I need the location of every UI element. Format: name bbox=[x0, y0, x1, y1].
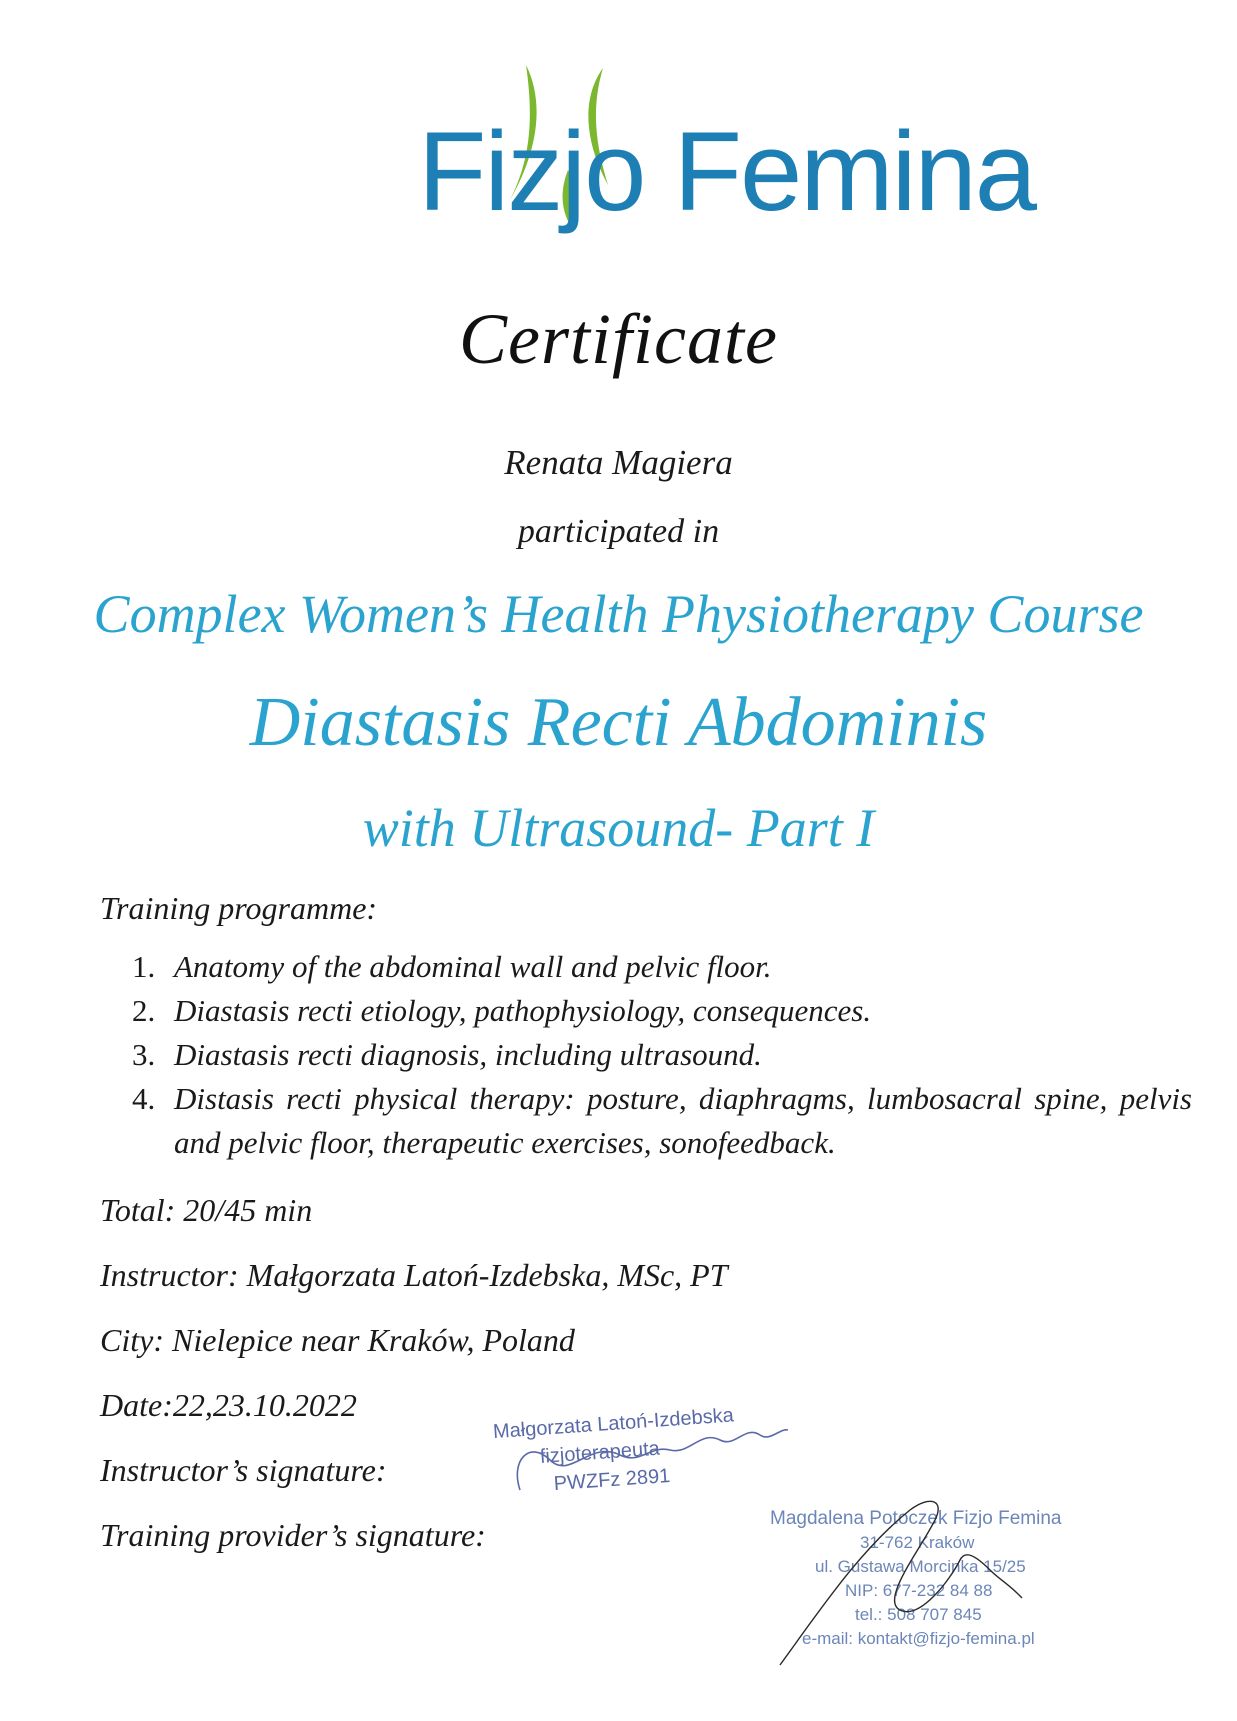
stamp-provider-phone: tel.: 508 707 845 bbox=[855, 1605, 982, 1624]
fizjo-femina-logo bbox=[418, 60, 1036, 260]
stamp-provider-street: ul. Gustawa Morcinka 15/25 bbox=[815, 1557, 1026, 1576]
programme-item-number: 2. bbox=[132, 993, 156, 1028]
participated-text: participated in bbox=[517, 513, 720, 550]
programme-item-text: Diastasis recti etiology, pathophysiology, consequences. bbox=[174, 993, 872, 1028]
logo-text: Fizjo Femina bbox=[418, 109, 1036, 234]
course-name: Complex Women’s Health Physiotherapy Course bbox=[93, 584, 1144, 644]
training-programme-list bbox=[132, 945, 1192, 1165]
programme-item-number: 4. bbox=[132, 1081, 156, 1116]
programme-item bbox=[132, 989, 1192, 1033]
stamp-provider-email: e-mail: kontakt@fizjo-femina.pl bbox=[802, 1629, 1035, 1648]
instructor-stamp bbox=[490, 1400, 790, 1510]
programme-item bbox=[132, 1033, 1192, 1077]
stamp-instructor-license: PWZFz 2891 bbox=[553, 1464, 672, 1496]
programme-item-text: Anatomy of the abdominal wall and pelvic floor. bbox=[174, 949, 772, 984]
stamp-provider-name: Magdalena Potoczek Fizjo Femina bbox=[770, 1508, 1062, 1529]
course-topic: Diastasis Recti Abdominis bbox=[249, 684, 988, 761]
instructor-signature-label: Instructor’s signature: bbox=[100, 1452, 387, 1488]
date: Date:22,23.10.2022 bbox=[100, 1387, 357, 1423]
participant-name: Renata Magiera bbox=[504, 443, 733, 482]
programme-item-text: Distasis recti physical therapy: posture, diaphragms, lumbosacral spine, pelvis and pelvic floor, therapeutic exercises, sonofeedback. bbox=[174, 1081, 1192, 1160]
programme-item bbox=[132, 945, 1192, 989]
training-programme-label: Training programme: bbox=[100, 890, 378, 926]
stamp-instructor-profession: fizjoterapeuta bbox=[539, 1437, 661, 1468]
provider-stamp bbox=[760, 1490, 1100, 1670]
programme-item bbox=[132, 1077, 1192, 1165]
provider-signature-label: Training provider’s signature: bbox=[100, 1517, 486, 1553]
stamp-provider-nip: NIP: 677-232 84 88 bbox=[845, 1581, 993, 1600]
certificate-title: Certificate bbox=[459, 299, 778, 379]
total-duration: Total: 20/45 min bbox=[100, 1192, 313, 1228]
stamp-provider-postcode: 31-762 Kraków bbox=[860, 1533, 975, 1552]
instructor: Instructor: Małgorzata Latoń-Izdebska, MSc, PT bbox=[100, 1257, 728, 1293]
programme-item-number: 1. bbox=[132, 949, 156, 984]
stamp-instructor-name: Małgorzata Latoń-Izdebska bbox=[492, 1404, 735, 1444]
programme-item-text: Diastasis recti diagnosis, including ultrasound. bbox=[174, 1037, 762, 1072]
city: City: Nielepice near Kraków, Poland bbox=[100, 1322, 575, 1358]
course-topic-part: with Ultrasound- Part I bbox=[362, 798, 875, 858]
programme-item-number: 3. bbox=[132, 1037, 156, 1072]
